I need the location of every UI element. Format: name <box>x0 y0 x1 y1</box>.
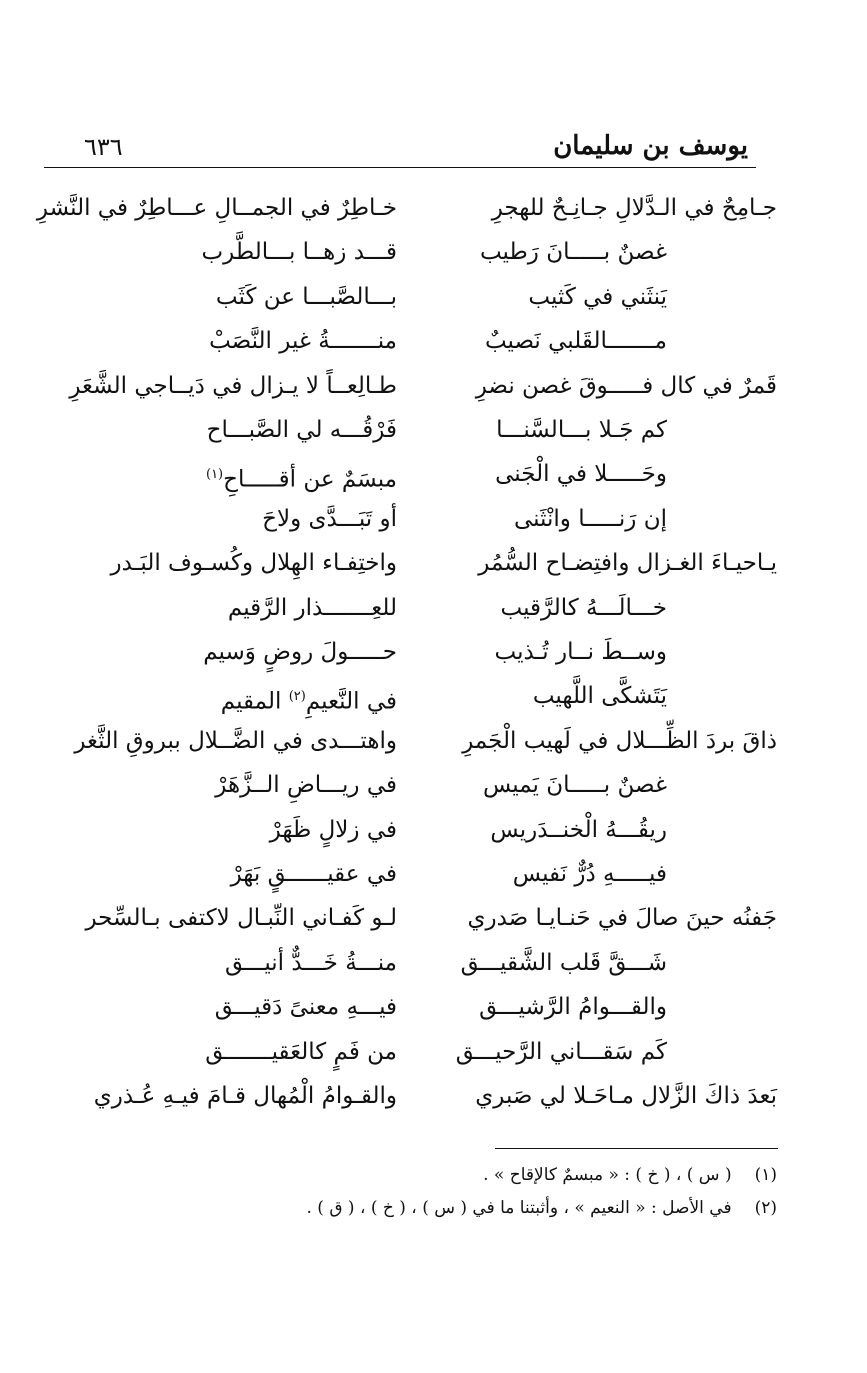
hemistich-text: منـــــــةُ غير النَّصَبْ <box>209 328 397 354</box>
footnote-number: (٢) <box>754 1198 777 1218</box>
hemistich-text: أو تَبَـــدَّى ولاحَ <box>262 506 397 532</box>
second-hemistich <box>37 542 397 585</box>
second-hemistich <box>37 365 397 408</box>
second-hemistich <box>137 276 397 319</box>
first-hemistich: إن رَنـــــا وانْثَنى <box>513 506 667 532</box>
first-hemistich: جـامِحٌ في الـدَّلالِ جـانِـحٌ للهجرِ <box>491 195 777 221</box>
verse-line <box>0 542 867 585</box>
second-hemistich <box>137 1031 397 1074</box>
hemistich-text: واختِفـاء الهِلال وكُسـوف البَـدر <box>110 550 397 576</box>
second-hemistich <box>37 720 397 763</box>
hemistich-text: للعِـــــــذار الرَّقيم <box>227 595 397 621</box>
second-hemistich <box>137 631 397 674</box>
page-number: ٦٣٦ <box>84 133 123 161</box>
first-hemistich: شَـــقَّ قَلب الشَّقيـــق <box>460 950 667 976</box>
first-hemistich: والقـــوامُ الرَّشيـــق <box>479 994 667 1020</box>
first-hemistich: خـــالَـــهُ كالرَّقيب <box>500 595 667 621</box>
hemistich-text: فيـــهِ معنىً دَقيـــق <box>214 994 397 1020</box>
first-hemistich: يَنثَني في كَثيب <box>528 284 667 310</box>
footnote-text: في الأصل : « النعيم » ، وأثبتنا ما في ( س ) ، ( خ ) ، ( ق ) . <box>306 1198 732 1218</box>
hemistich-text: في عقيــــــقٍ بَهَرْ <box>230 861 397 887</box>
second-hemistich <box>137 453 397 502</box>
hemistich-text: بـــالصَّبـــا عن كَثَب <box>215 284 397 310</box>
first-hemistich: كَم سَقـــاني الرَّحيـــق <box>455 1039 667 1065</box>
verse-line <box>0 631 867 674</box>
verse-line <box>0 942 867 985</box>
hemistich-text: من فَمٍ كالعَقيـــــــق <box>205 1039 397 1065</box>
hemistich-text: مبسَمٌ عن أقـــــاحِ <box>223 466 397 493</box>
second-hemistich <box>137 587 397 630</box>
verse-line <box>0 809 867 852</box>
first-hemistich: بَعدَ ذاكَ الزَّلال مـاحَـلا لي صَبري <box>475 1083 777 1109</box>
first-hemistich: ريقُـــهُ الْخنــدَريس <box>490 817 667 843</box>
verse-line <box>0 231 867 274</box>
hemistich-text: في النَّعيمِ <box>305 688 397 715</box>
second-hemistich <box>37 897 397 940</box>
hemistich-text: قـــد زهــا بـــالطَّرب <box>201 239 397 265</box>
first-hemistich: غصنٌ بـــــانَ يَميس <box>482 772 667 798</box>
verse-line <box>0 587 867 630</box>
verse-line <box>0 897 867 940</box>
running-title: يوسف بن سليمان <box>553 131 748 161</box>
verse-line <box>0 453 867 496</box>
hemistich-text-continued: المقيم <box>220 688 289 715</box>
verse-line <box>0 365 867 408</box>
hemistich-text: خـاطِرٌ في الجمــالِ عـــاطِرٌ في النَّشرِ <box>36 195 397 221</box>
first-hemistich: يـاحيـاءَ الغـزال وافتِضـاح السُّمُر <box>478 550 777 576</box>
second-hemistich <box>137 231 397 274</box>
hemistich-text: في زلالٍ ظَهَرْ <box>269 817 397 843</box>
second-hemistich <box>137 409 397 452</box>
verse-line <box>0 720 867 763</box>
hemistich-text: طـالِعــاً لا يـزال في دَيــاجي الشَّعَرِ <box>69 373 397 399</box>
second-hemistich <box>37 1075 397 1118</box>
second-hemistich <box>137 986 397 1029</box>
first-hemistich: جَفنُه حينَ صالَ في حَنـايـا صَدري <box>467 905 777 931</box>
verse-line <box>0 675 867 718</box>
first-hemistich: ذاقَ بردَ الظِّـــلال في لَهيب الْجَمرِ <box>462 728 777 754</box>
verse-line <box>0 320 867 363</box>
first-hemistich: فيـــــهِ دُرٌّ نَفيس <box>512 861 667 887</box>
second-hemistich <box>137 942 397 985</box>
verse-line <box>0 764 867 807</box>
footnote-text: ( س ) ، ( خ ) : « مبسمٌ كالإقاح » . <box>483 1165 732 1185</box>
second-hemistich <box>37 187 397 230</box>
verse-line <box>0 187 867 230</box>
hemistich-text: حـــــولَ روضٍ وَسيم <box>203 639 397 665</box>
hemistich-text: فَرْقُـــه لي الصَّبـــاح <box>206 417 397 443</box>
first-hemistich: قَمرٌ في كال فـــــوقَ غصن نضرِ <box>475 373 777 399</box>
verse-line <box>0 853 867 896</box>
hemistich-text: في ريـــاضِ الــزَّهَرْ <box>215 772 397 798</box>
hemistich-text: واهتـــدى في الضَّــلال ببروقِ الثَّغر <box>74 728 397 754</box>
verse-line <box>0 1075 867 1118</box>
hemistich-text: منـــةُ خَـــدٌّ أنيـــق <box>224 950 397 976</box>
second-hemistich <box>137 675 397 724</box>
first-hemistich: مـــــــالقَلبي نَصيبٌ <box>484 328 667 354</box>
footnote-divider <box>495 1148 778 1149</box>
second-hemistich <box>137 764 397 807</box>
verse-line <box>0 1031 867 1074</box>
second-hemistich <box>137 853 397 896</box>
footnote-marker: (٢) <box>288 689 306 704</box>
hemistich-text: والقـوامُ الْمُهال قـامَ فيـهِ عُـذري <box>93 1083 397 1109</box>
first-hemistich: غصنٌ بـــــانَ رَطيب <box>479 239 667 265</box>
footnote-1 <box>483 1160 777 1190</box>
verse-line <box>0 276 867 319</box>
verse-line <box>0 498 867 541</box>
footnote-2 <box>306 1193 777 1223</box>
first-hemistich: يَتَشكَّى اللَّهيب <box>532 683 667 709</box>
first-hemistich: وســطَ نــار تُـذيب <box>494 639 667 665</box>
first-hemistich: وحَـــــلا في الْجَنى <box>495 461 667 487</box>
footnote-marker: (١) <box>205 467 224 482</box>
second-hemistich <box>137 498 397 541</box>
verse-line <box>0 409 867 452</box>
footnote-number: (١) <box>754 1165 777 1185</box>
second-hemistich <box>137 809 397 852</box>
second-hemistich <box>137 320 397 363</box>
first-hemistich: كم جَـلا بـــالسَّنـــا <box>496 417 667 443</box>
hemistich-text: لـو كَفـاني النِّبـال لاكتفى بـالسِّحر <box>85 905 397 931</box>
verse-line <box>0 986 867 1029</box>
